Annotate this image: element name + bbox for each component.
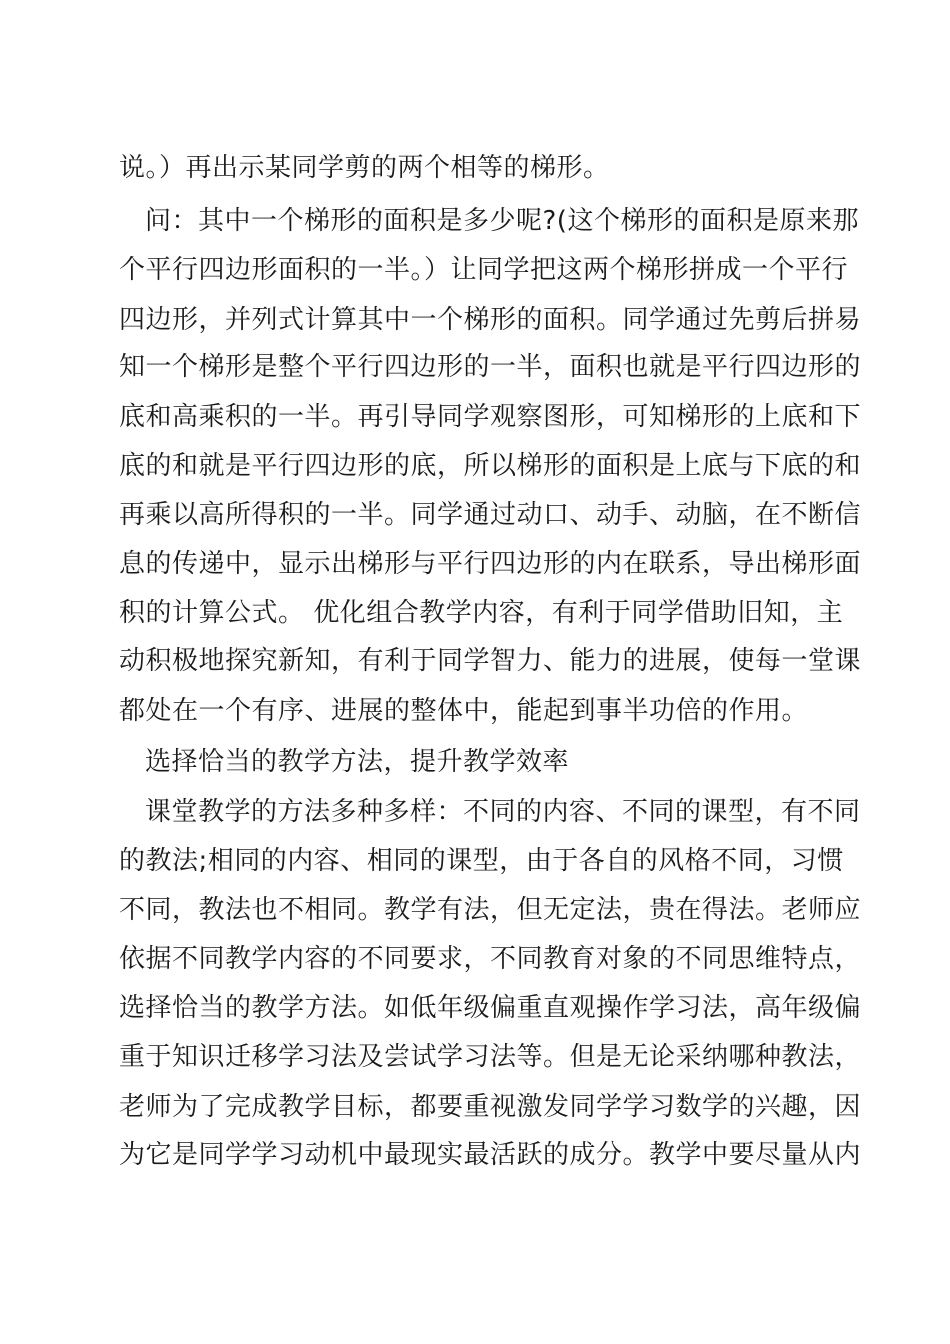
text-line: 问：其中一个梯形的面积是多少呢?(这个梯形的面积是原来那 bbox=[145, 206, 859, 236]
text-line: 积的计算公式。 优化组合教学内容，有利于同学借助旧知，主 bbox=[119, 598, 844, 628]
text-line: 的教法;相同的内容、相同的课型，由于各自的风格不同，习惯 bbox=[119, 846, 844, 876]
text-line: 不同，教法也不相同。教学有法，但无定法，贵在得法。老师应 bbox=[119, 895, 862, 925]
text-line: 四边形，并列式计算其中一个梯形的面积。同学通过先剪后拼易 bbox=[119, 305, 862, 335]
text-line: 都处在一个有序、进展的整体中，能起到事半功倍的作用。 bbox=[119, 696, 809, 726]
text-line: 依据不同教学内容的不同要求，不同教育对象的不同思维特点， bbox=[119, 944, 862, 974]
text-line: 个平行四边形面积的一半。）让同学把这两个梯形拼成一个平行 bbox=[119, 255, 849, 285]
section-heading: 选择恰当的教学方法，提升教学效率 bbox=[145, 747, 570, 777]
text-line: 底的和就是平行四边形的底，所以梯形的面积是上底与下底的和 bbox=[119, 451, 862, 481]
text-line: 底和高乘积的一半。再引导同学观察图形，可知梯形的上底和下 bbox=[119, 402, 862, 432]
text-line: 再乘以高所得积的一半。同学通过动口、动手、动脑，在不断信 bbox=[119, 500, 862, 530]
text-line: 重于知识迁移学习法及尝试学习法等。但是无论采纳哪种教法， bbox=[119, 1042, 862, 1072]
text-line: 说。）再出示某同学剪的两个相等的梯形。 bbox=[119, 153, 610, 183]
text-line: 动积极地探究新知，有利于同学智力、能力的进展，使每一堂课 bbox=[119, 646, 862, 676]
text-line: 知一个梯形是整个平行四边形的一半，面积也就是平行四边形的 bbox=[119, 352, 862, 382]
text-line: 课堂教学的方法多种多样：不同的内容、不同的课型，有不同 bbox=[145, 797, 861, 827]
text-line: 为它是同学学习动机中最现实最活跃的成分。教学中要尽量从内 bbox=[119, 1140, 862, 1170]
text-line: 选择恰当的教学方法。如低年级偏重直观操作学习法，高年级偏 bbox=[119, 993, 862, 1023]
text-line: 老师为了完成教学目标，都要重视激发同学学习数学的兴趣，因 bbox=[119, 1092, 862, 1122]
text-line: 息的传递中，显示出梯形与平行四边形的内在联系，导出梯形面 bbox=[119, 549, 862, 579]
